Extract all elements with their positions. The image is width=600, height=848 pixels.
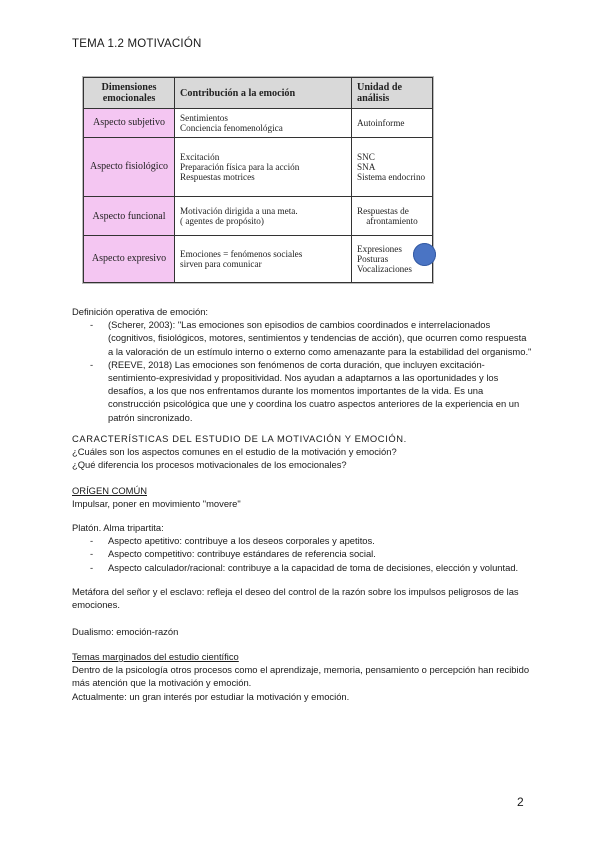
dimension-label: Aspecto fisiológico [89,161,169,173]
table-cell-contribution [175,197,352,236]
table-header-contribution: Contribución a la emoción [175,78,352,109]
list-item-text: Aspecto competitivo: contribuye estándares de referencia social. [108,548,376,560]
list-item [72,547,532,560]
list-item-text: Aspecto apetitivo: contribuye a los deseos corporales y apetitos. [108,535,375,547]
bullet-dash: - [90,548,94,560]
cell-line: SNA [357,161,376,172]
table-cell-contribution [175,137,352,197]
bullet-dash: - [90,319,94,331]
plato-section [72,521,532,574]
table-cell-unit [352,137,433,197]
cell-line: afrontamiento [366,216,418,227]
plato-heading: Platón. Alma tripartita: [72,522,164,533]
cell-line: Sentimientos [180,112,228,123]
marginal-section [72,650,532,703]
blue-circle-marker [413,243,436,266]
table-cell-unit [352,109,433,137]
table-cell-contribution [175,235,352,282]
list-item [72,561,532,574]
cell-line: SNC [357,151,375,162]
list-item [72,318,532,358]
question: ¿Qué diferencia los procesos motivacionales de los emocionales? [72,459,347,471]
list-item-text: (REEVE, 2018) Las emociones son fenómenos de corta duración, que incluyen excitación-sentimiento-expresividad y propositividad. Nos ayudan a adaptarnos a las oportunidades y los desafíos, a los que nos enfrentamos durante los momentos importantes de la vida. Es una construcción psicológica que une y coordina los cuatro aspectos anteriores de la experiencia en un patrón sincronizado. [108,358,520,423]
table-cell-unit [352,197,433,236]
table-row-dimension [84,137,175,197]
table-row-dimension: Aspecto funcional [84,197,175,236]
page-title: TEMA 1.2 MOTIVACIÓN [72,38,202,50]
cell-line: Respuestas motrices [180,171,255,182]
bullet-dash: - [90,561,94,573]
origin-section [72,484,532,510]
list-item-text: Aspecto calculador/racional: contribuye a la capacidad de toma de decisiones, elección y voluntad. [108,561,519,573]
dimensions-table-image [82,76,434,284]
list-item [72,534,532,547]
list-item [72,358,532,424]
dimensions-table [83,77,433,283]
cell-line: Expresiones [357,243,402,254]
bullet-dash: - [90,358,94,370]
marginal-paragraph: Dentro de la psicología otros procesos como el aprendizaje, memoria, pensamiento o percepción han recibido más atención que la motivación y emoción. [72,664,530,689]
cell-line: Conciencia fenomenológica [180,122,283,133]
cell-line: Sistema endocrino [357,171,426,182]
cell-line: Autoinforme [357,117,405,128]
dualism-line: Dualismo: emoción-razón [72,626,179,637]
table-header-unit: Unidad de análisis [352,78,433,109]
metaphor-paragraph: Metáfora del señor y el esclavo: refleja el deseo del control de la razón sobre los impulsos peligrosos de las emociones. [72,586,519,611]
page-number: 2 [517,795,524,809]
cell-line: Respuestas de [357,206,409,217]
origin-heading: ORÍGEN COMÚN [72,485,147,496]
cell-line: Preparación física para la acción [180,161,300,172]
origin-line: Impulsar, poner en movimiento "movere" [72,498,241,510]
cell-line: Vocalizaciones [357,263,412,274]
cell-line: Motivación dirigida a una meta. [180,206,298,217]
marginal-heading: Temas marginados del estudio científico [72,651,239,662]
cell-line: Emociones = fenómenos sociales [180,248,303,259]
table-row-dimension: Aspecto subjetivo [84,109,175,137]
section-heading: CARACTERÍSTICAS DEL ESTUDIO DE LA MOTIVACIÓN Y EMOCIÓN. [72,433,407,444]
bullet-dash: - [90,535,94,547]
table-cell-contribution [175,109,352,137]
list-item-text: (Scherer, 2003): "Las emociones son episodios de cambios coordinados e interrelacionados (cognitivos, fisiológicos, motores, sentimientos y tendencias de acción), que ocurren como respuesta a la valoración de un estímulo interno o externo como amenazante para la estabilidad del organismo." [108,319,532,357]
characteristics-section [72,432,532,472]
cell-line: Posturas [357,253,389,264]
table-row-dimension: Aspecto expresivo [84,235,175,282]
question: ¿Cuáles son los aspectos comunes en el estudio de la motivación y emoción? [72,446,397,458]
cell-line: Excitación [180,151,220,162]
definition-section [72,305,532,424]
cell-line: ( agentes de propósito) [180,216,264,227]
cell-line: sirven para comunicar [180,258,262,269]
table-header-dimensions: Dimensiones emocionales [84,78,175,109]
definition-heading: Definición operativa de emoción: [72,306,209,317]
marginal-paragraph: Actualmente: un gran interés por estudiar la motivación y emoción. [72,690,350,702]
